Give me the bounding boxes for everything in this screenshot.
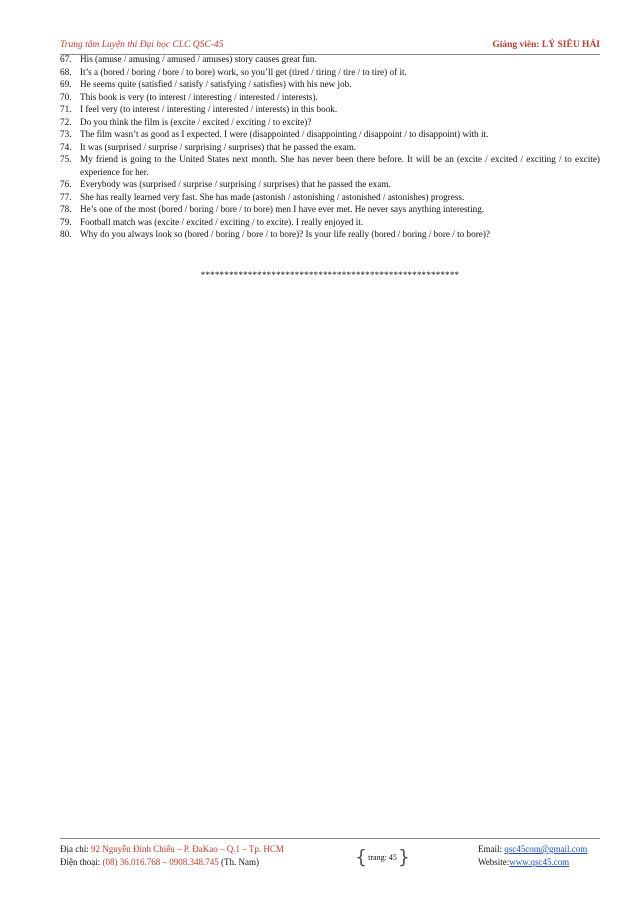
item-number: 71. — [60, 104, 72, 114]
item-number: 79. — [60, 216, 72, 227]
exercise-list — [60, 53, 600, 241]
item-number: 70. — [60, 91, 72, 102]
item-text: The film wasn’t as good as I expected. I were (disappointed / disappointing / disappoint / to disappoint) with it. — [80, 129, 489, 139]
list-item — [60, 228, 600, 241]
item-number: 77. — [60, 191, 72, 202]
phone-label: Điện thoại: — [60, 856, 103, 867]
list-item — [60, 103, 600, 116]
item-text: He seems quite (satisfied / satisfy / satisfying / satisfies) with his new job. — [80, 79, 352, 89]
list-item — [60, 116, 600, 129]
phone-value: (08) 36.016.768 – 0908.348.745 — [102, 856, 219, 867]
list-item — [60, 191, 600, 204]
item-number: 74. — [60, 141, 72, 152]
item-text: My friend is going to the United States next month. She has never been there before. It will be an (excite / excited / exciting / to excite) experience for her. — [80, 154, 600, 177]
item-text: He’s one of the most (bored / boring / bore / to bore) men I have ever met. He never says anything interesting. — [80, 204, 485, 214]
list-item — [60, 53, 600, 66]
item-text: This book is very (to interest / interesting / interested / interests). — [80, 91, 318, 102]
list-item — [60, 91, 600, 104]
website-link[interactable]: www.qsc45.com — [509, 856, 570, 867]
address-line — [60, 843, 284, 856]
item-text: His (amuse / amusing / amused / amuses) story causes great fun. — [80, 54, 317, 64]
list-item — [60, 216, 600, 229]
item-number: 69. — [60, 79, 72, 89]
footer-online — [478, 843, 587, 868]
item-number: 68. — [60, 66, 72, 77]
item-number: 80. — [60, 229, 72, 239]
page-footer — [60, 843, 600, 873]
teacher-name: Giảng viên: LÝ SIÊU HẢI — [492, 40, 600, 50]
list-item — [60, 66, 600, 79]
email-line — [478, 843, 587, 856]
page-number-box — [355, 846, 410, 868]
center-name: Trung tâm Luyện thi Đại học CLC QSC-45 — [60, 40, 224, 50]
list-item — [60, 203, 600, 216]
footer-contact — [60, 843, 284, 868]
page-number: trang: 45 — [368, 853, 397, 862]
website-label: Website: — [478, 856, 510, 867]
right-bracket-icon: } — [397, 846, 410, 868]
address-value: 92 Nguyễn Đình Chiểu – P. ĐaKao – Q.1 – Tp. HCM — [91, 844, 284, 854]
item-text: Everybody was (surprised / surprise / surprising / surprises) that he passed the exam. — [80, 179, 391, 189]
email-link[interactable]: qsc45com@gmail.com — [504, 844, 588, 854]
footer-divider — [60, 838, 600, 839]
item-number: 73. — [60, 129, 72, 139]
phone-suffix: (Th. Nam) — [218, 856, 259, 867]
separator-stars: ******************************************************* — [200, 270, 460, 280]
left-bracket-icon: { — [355, 846, 368, 868]
email-label: Email: — [478, 844, 505, 854]
list-item — [60, 153, 600, 178]
item-text: Do you think the film is (excite / excited / exciting / to excite)? — [80, 116, 312, 127]
item-number: 67. — [60, 54, 72, 64]
item-text: Why do you always look so (bored / boring / bore / to bore)? Is your life really (bored / boring / bore / to bore)? — [80, 229, 491, 239]
item-text: It’s a (bored / boring / bore / to bore) work, so you’ll get (tired / tiring / tire / to tire) of it. — [80, 66, 407, 77]
item-text: It was (surprised / surprise / surprising / surprises) that he passed the exam. — [80, 141, 357, 152]
list-item — [60, 78, 600, 91]
list-item — [60, 141, 600, 154]
item-text: Football match was (excite / excited / exciting / to excite). I really enjoyed it. — [80, 216, 364, 227]
item-number: 78. — [60, 204, 72, 214]
item-text: I feel very (to interest / interesting / interested / interests) in this book. — [80, 104, 338, 114]
list-item — [60, 128, 600, 141]
item-number: 72. — [60, 116, 72, 127]
phone-line — [60, 856, 284, 869]
item-number: 75. — [60, 154, 72, 164]
item-text: She has really learned very fast. She has made (astonish / astonishing / astonished / astonishes) progress. — [80, 191, 465, 202]
website-line — [478, 856, 587, 869]
address-label: Địa chỉ: — [60, 844, 91, 854]
list-item — [60, 178, 600, 191]
item-number: 76. — [60, 179, 72, 189]
